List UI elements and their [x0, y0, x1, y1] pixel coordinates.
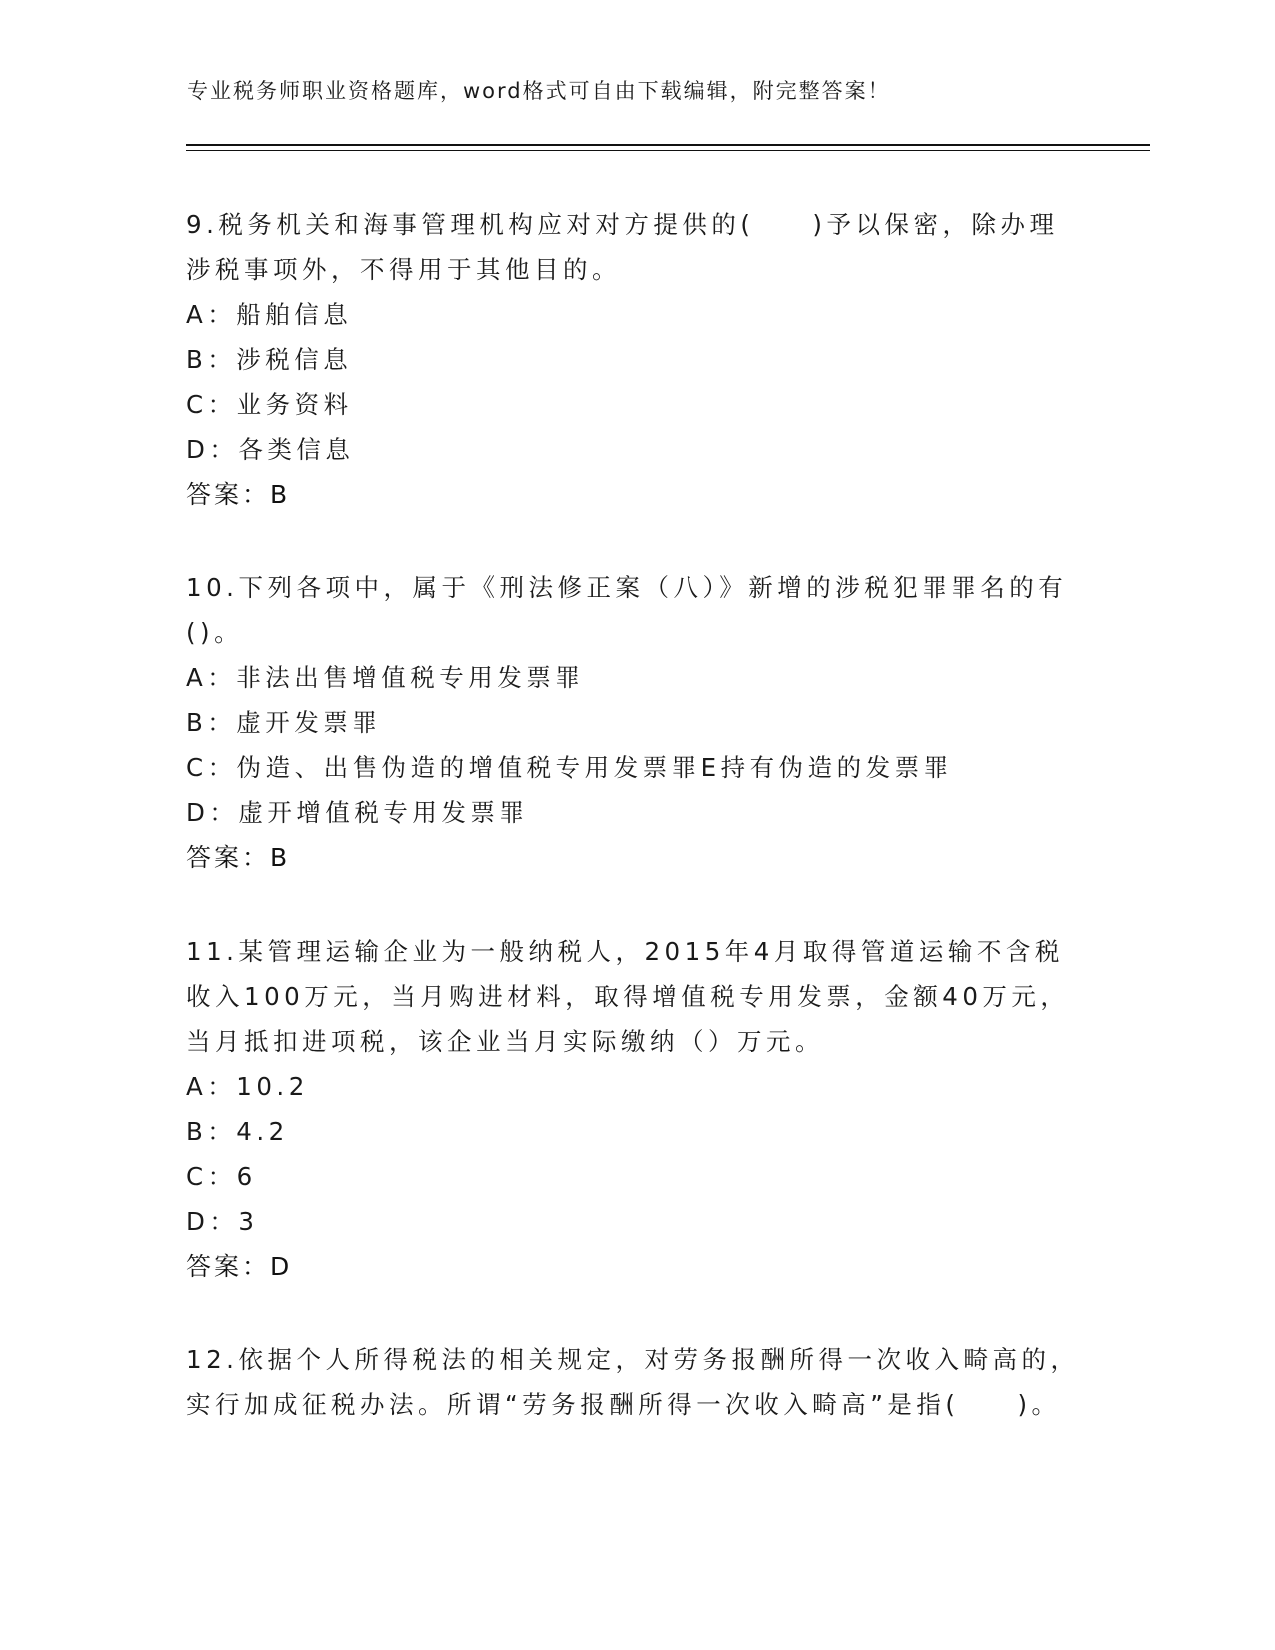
- option-a: A：非法出售增值税专用发票罪: [186, 663, 585, 692]
- option-d: D：各类信息: [186, 435, 355, 464]
- option-b: B：虚开发票罪: [186, 708, 382, 737]
- option-d: D：3: [186, 1207, 259, 1236]
- header-text: 专业税务师职业资格题库，word格式可自由下载编辑，附完整答案！: [187, 79, 891, 103]
- answer: 答案：D: [186, 1252, 293, 1281]
- question-text: 9.税务机关和海事管理机构应对对方提供的( )予以保密，除办理涉税事项外，不得用于其他目的。: [186, 210, 1059, 284]
- option-c: C：业务资料: [186, 390, 353, 419]
- option-a: A：10.2: [186, 1072, 309, 1101]
- question-text: 10.下列各项中，属于《刑法修正案（八）》新增的涉税犯罪罪名的有()。: [186, 573, 1068, 647]
- option-b: B：涉税信息: [186, 345, 353, 374]
- option-c: C：6: [186, 1162, 257, 1191]
- option-b: B：4.2: [186, 1117, 289, 1146]
- option-d: D：虚开增值税专用发票罪: [186, 798, 529, 827]
- option-a: A：船舶信息: [186, 300, 353, 329]
- question-12: [186, 1337, 1086, 1427]
- question-11: [186, 929, 1086, 1289]
- option-c: C：伪造、出售伪造的增值税专用发票罪E持有伪造的发票罪: [186, 753, 953, 782]
- question-text: 12.依据个人所得税法的相关规定，对劳务报酬所得一次收入畸高的，实行加成征税办法。所谓“劳务报酬所得一次收入畸高”是指( )。: [186, 1345, 1080, 1419]
- answer: 答案：B: [186, 480, 291, 509]
- question-9: [186, 202, 1086, 517]
- header-divider: [186, 144, 1150, 151]
- answer: 答案：B: [186, 843, 291, 872]
- question-text: 11.某管理运输企业为一般纳税人，2015年4月取得管道运输不含税收入100万元，当月购进材料，取得增值税专用发票，金额40万元，当月抵扣进项税，该企业当月实际缴纳（）万元。: [186, 937, 1070, 1056]
- question-10: [186, 565, 1086, 880]
